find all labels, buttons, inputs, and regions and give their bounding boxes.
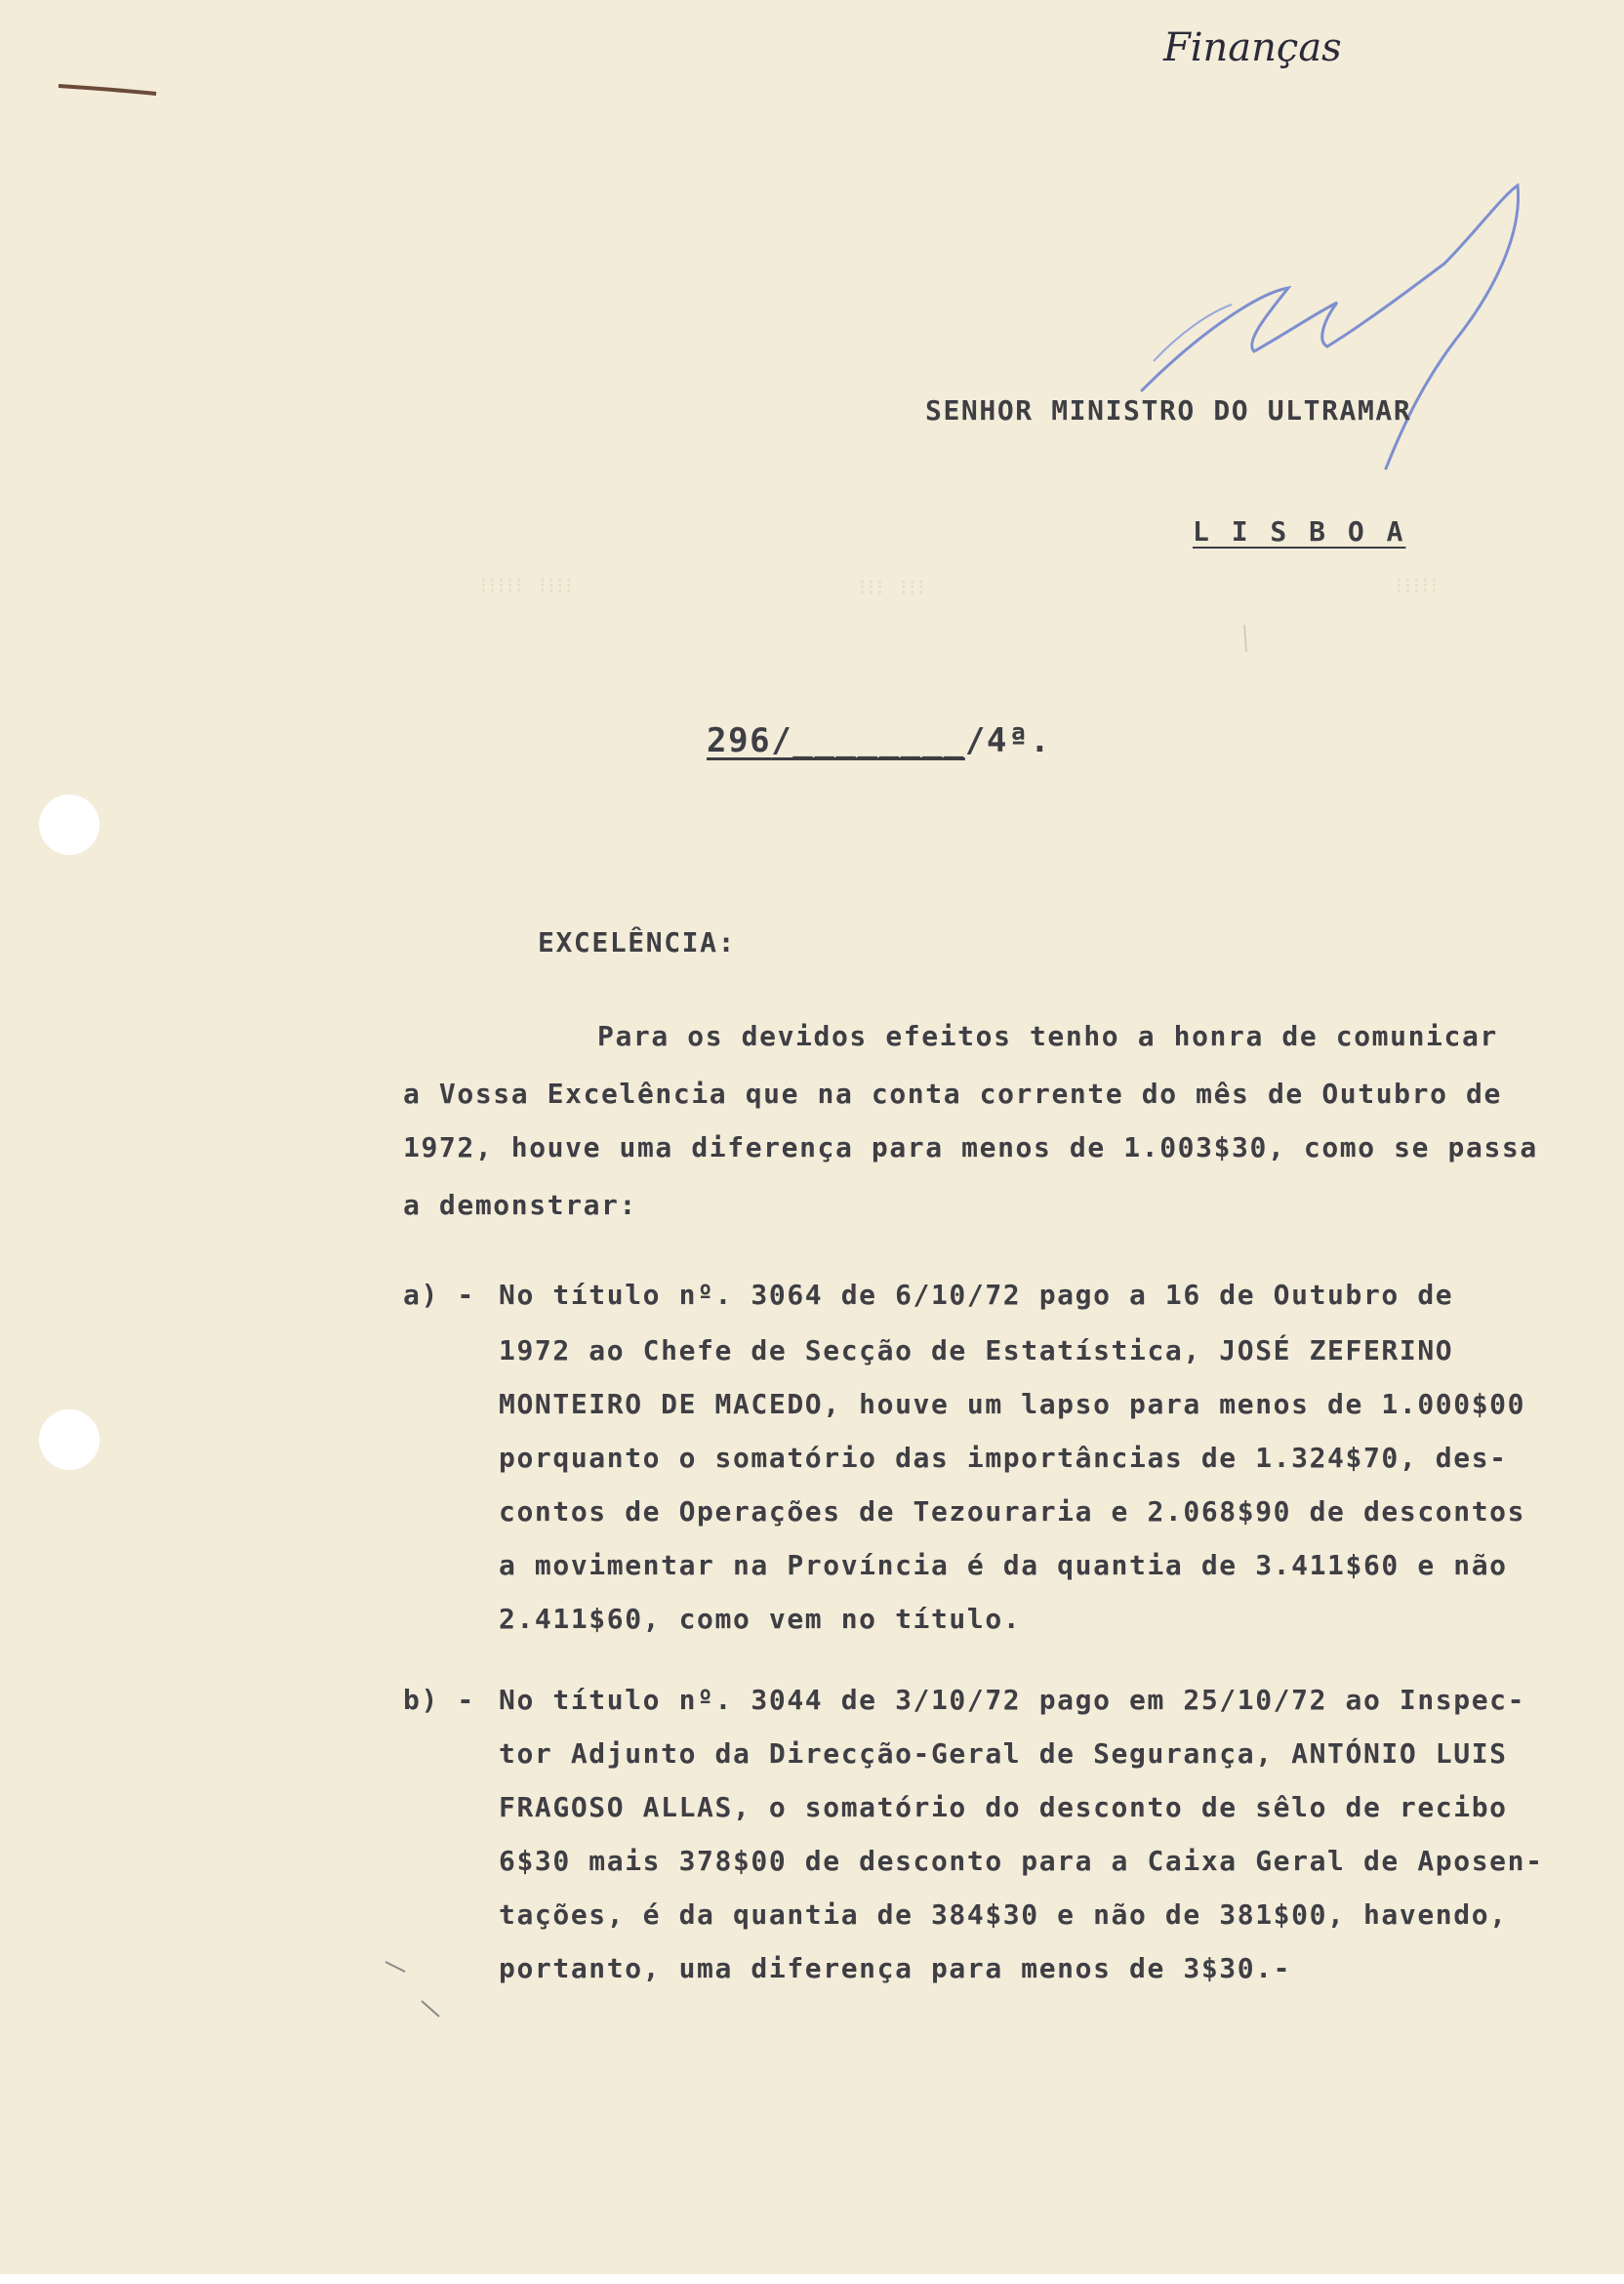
item-a-line: MONTEIRO DE MACEDO, houve um lapso para menos de 1.000$00 [499, 1388, 1526, 1420]
intro-line: 1972, houve uma diferença para menos de 1.003$30, como se passa [403, 1131, 1538, 1163]
item-a-line: a movimentar na Província é da quantia de 3.411$60 e não [499, 1549, 1508, 1581]
item-a-line: 1972 ao Chefe de Secção de Estatística, JOSÉ ZEFERINO [499, 1334, 1454, 1366]
item-b-line: No título nº. 3044 de 3/10/72 pago em 25/10/72 ao Inspec- [499, 1684, 1526, 1716]
item-b-line: FRAGOSO ALLAS, o somatório do desconto de sêlo de recibo [499, 1791, 1508, 1823]
addressee: SENHOR MINISTRO DO ULTRAMAR [925, 394, 1412, 427]
show-through-mark: ⁝⁝⁝⁝⁝ ⁝⁝⁝⁝ [480, 574, 575, 598]
item-a-line: contos de Operações de Tezouraria e 2.068$90 de descontos [499, 1495, 1526, 1528]
item-a-line: 2.411$60, como vem no título. [499, 1603, 1022, 1635]
item-marker-a: a) - [403, 1279, 475, 1311]
city: L I S B O A [1193, 515, 1406, 548]
salutation: EXCELÊNCIA: [538, 926, 737, 958]
reference-blank: /________ [771, 721, 965, 760]
item-b-line: tor Adjunto da Direcção-Geral de Segurança, ANTÓNIO LUIS [499, 1737, 1508, 1770]
intro-line: a Vossa Excelência que na conta corrente do mês de Outubro de [403, 1078, 1502, 1110]
handwritten-note: Finanças [1163, 25, 1342, 70]
item-a-line: porquanto o somatório das importâncias de 1.324$70, des- [499, 1442, 1508, 1474]
reference-line [707, 721, 1052, 760]
show-through-mark: ⁝⁝⁝ ⁝⁝⁝ [859, 576, 927, 600]
show-through-mark: ⁝⁝⁝⁝⁝ [1396, 574, 1440, 598]
intro-line: a demonstrar: [403, 1189, 637, 1221]
reference-suffix: /4ª. [964, 721, 1052, 760]
item-b-line: portanto, uma diferença para menos de 3$30.- [499, 1952, 1292, 1984]
item-b-line: tações, é da quantia de 384$30 e não de 381$00, havendo, [499, 1898, 1508, 1931]
reference-number: 296 [707, 721, 772, 760]
item-b-line: 6$30 mais 378$00 de desconto para a Caixa Geral de Aposen- [499, 1845, 1544, 1877]
item-a-line: No título nº. 3064 de 6/10/72 pago a 16 de Outubro de [499, 1279, 1454, 1311]
intro-line: Para os devidos efeitos tenho a honra de comunicar [597, 1020, 1498, 1052]
item-marker-b: b) - [403, 1684, 475, 1716]
